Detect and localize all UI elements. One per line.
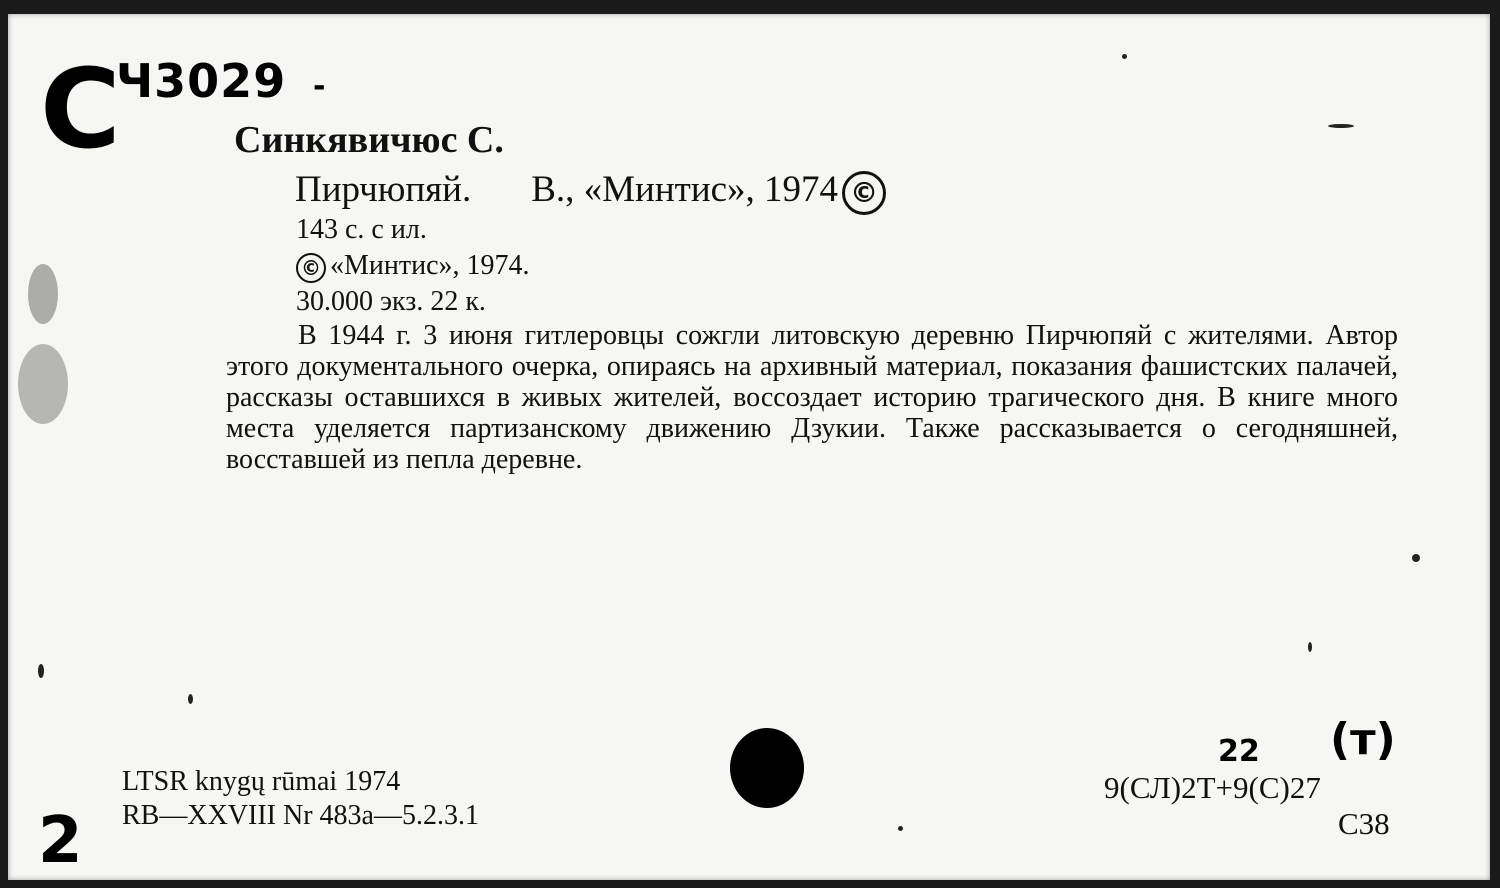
corner-number: 2 (38, 804, 83, 878)
print-run-price: 30.000 экз. 22 к. (296, 286, 486, 317)
copyright-text: «Минтис», 1974. (330, 250, 530, 281)
speck (898, 826, 903, 831)
book-title: Пирчюпяй. (295, 169, 472, 210)
speck (188, 694, 193, 704)
speck (1122, 54, 1127, 59)
pagination: 143 с. с ил. (296, 214, 427, 245)
stamp-letter: С (40, 45, 121, 173)
record-line: RB—XXVIII Nr 483a—5.2.3.1 (122, 800, 479, 831)
speck (38, 664, 44, 678)
copyright-icon: © (842, 171, 886, 215)
class-top-paren: (т) (1330, 714, 1396, 765)
copyright-icon-small: © (296, 253, 326, 283)
inventory-dash: - (313, 69, 326, 104)
abstract-text: В 1944 г. 3 июня гитлеровцы сожгли литовскую деревню Пирчюпяй с жителями. Автор этого документального очерка, опираясь на архивный материал, показания фашистских палачей, рассказы оставшихся в живых жителей, воссоздает историю трагического дня. В книге много места уделяется партизанскому движению Дзукии. Также рассказывается о сегодняшней, восставшей из пепла деревне. (226, 320, 1398, 475)
speck (28, 264, 58, 324)
abstract (226, 320, 1398, 475)
speck (18, 344, 68, 424)
author-heading: Синкявичюс С. (234, 119, 504, 161)
speck (1308, 642, 1312, 652)
title-line (295, 168, 886, 215)
inventory-number: Ч3029 (116, 54, 287, 108)
catalog-card (8, 14, 1490, 880)
publisher-line: LTSR knygų rūmai 1974 (122, 766, 401, 797)
classification-index: 9(СЛ)2Т+9(С)27 (1104, 770, 1321, 805)
speck (1412, 554, 1420, 562)
speck (1328, 124, 1354, 128)
class-top-number: 22 (1218, 734, 1260, 769)
imprint: В., «Минтис», 1974 (531, 169, 839, 210)
punch-hole (730, 728, 804, 808)
copyright-line (296, 250, 530, 283)
cutter-number: С38 (1338, 806, 1390, 841)
